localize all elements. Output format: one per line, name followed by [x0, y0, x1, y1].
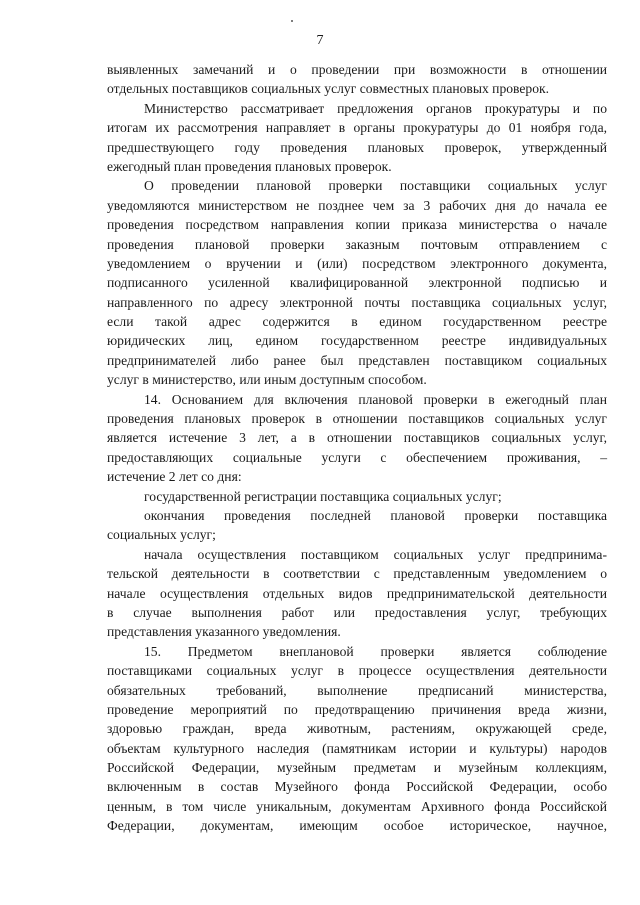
text-line: тельской деятельности в соответствии с представленным уведомлением о: [107, 566, 607, 582]
text-line: проведения плановых проверок в отношении поставщиков социальных услуг: [107, 411, 607, 427]
text-line: окончания проведения последней плановой проверки поставщика: [144, 507, 607, 523]
text-line: государственной регистрации поставщика социальных услуг;: [144, 488, 502, 504]
text-line: отдельных поставщиков социальных услуг совместных плановых проверок.: [107, 81, 550, 97]
text-line: направленного по адресу электронной почты поставщика социальных услуг,: [107, 294, 607, 310]
text-line: выявленных замечаний и о проведении при возможности в отношении: [107, 62, 607, 77]
text-line: уведомляются министерством не позднее чем за 3 рабочих дня до начала ее: [107, 197, 607, 213]
text-line: услуг в министерство, или иным доступным способом.: [107, 372, 427, 388]
text-line: представления указанного уведомления.: [107, 624, 341, 640]
text-line: проведение мероприятий по предотвращению причинения вреда жизни,: [107, 701, 607, 717]
text-line: проведения посредством направления копии приказа министерства о начале: [107, 217, 607, 233]
text-line: юридических лиц, едином государственном реестре индивидуальных: [107, 333, 607, 349]
text-line: начала осуществления поставщиком социальных услуг предпринима-: [144, 546, 607, 562]
text-line: подписанного усиленной квалифицированной электронной подписью и: [107, 275, 607, 291]
text-line: уведомлением о вручении и (или) посредством электронного документа,: [107, 255, 607, 271]
body-text: [107, 60, 607, 836]
text-line: если такой адрес содержится в едином государственном реестре: [107, 314, 607, 330]
text-line: объектам культурного наследия (памятникам истории и культуры) народов: [107, 740, 607, 756]
text-line: социальных услуг;: [107, 527, 216, 543]
text-line: обязательных требований, выполнение предписаний министерства,: [107, 682, 607, 698]
text-line: Федерации, документам, имеющим особое историческое, научное,: [107, 818, 607, 834]
text-line: О проведении плановой проверки поставщики социальных услуг: [144, 178, 607, 194]
text-line: Министерство рассматривает предложения органов прокуратуры и по: [144, 100, 607, 116]
scan-speck: [291, 20, 293, 22]
text-line: 14. Основанием для включения плановой проверки в ежегодный план: [144, 391, 607, 407]
text-line: начале осуществления отдельных видов предпринимательской деятельности: [107, 585, 607, 601]
text-line: Российской Федерации, музейным предметам и музейным коллекциям,: [107, 760, 607, 776]
text-line: ценным, в том числе уникальным, документам Архивного фонда Российской: [107, 798, 607, 814]
text-line: здоровью граждан, вреда животным, растениям, окружающей среде,: [107, 721, 607, 737]
text-line: поставщиками социальных услуг в процессе осуществления деятельности: [107, 663, 607, 679]
text-line: предшествующего году проведения плановых проверок, утвержденный: [107, 139, 607, 155]
text-line: итогам их рассмотрения направляет в органы прокуратуры до 01 ноября года,: [107, 120, 607, 136]
text-line: ежегодный план проведения плановых проверок.: [107, 158, 392, 174]
text-line: в случае выполнения работ или предоставления услуг, требующих: [107, 604, 607, 620]
text-line: является истечение 3 лет, а в отношении поставщиков социальных услуг,: [107, 430, 607, 446]
text-line: предпринимателей либо ранее был представлен поставщиком социальных: [107, 352, 607, 368]
text-line: истечение 2 лет со дня:: [107, 469, 242, 485]
text-line: 15. Предметом внеплановой проверки является соблюдение: [144, 643, 607, 659]
text-line: предоставляющих социальные услуги с обеспечением проживания, –: [107, 449, 607, 465]
page-number: 7: [316, 33, 324, 48]
text-line: проведения плановой проверки заказным почтовым отправлением с: [107, 236, 607, 252]
text-line: включенным в состав Музейного фонда Российской Федерации, особо: [107, 779, 607, 795]
